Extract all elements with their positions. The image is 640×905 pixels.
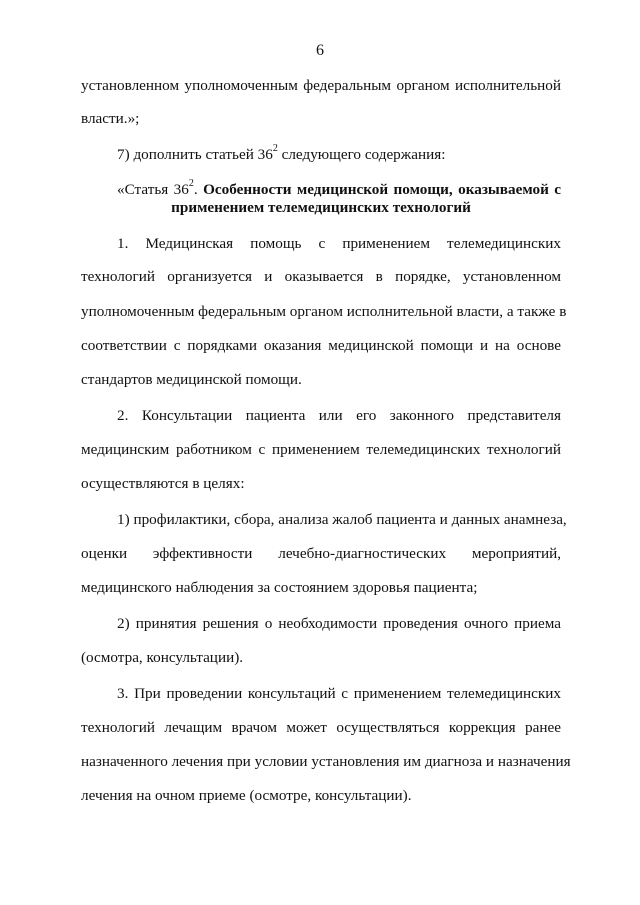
paragraph-line: технологий лечащим врачом может осуществляться коррекция ранее <box>81 719 561 736</box>
paragraph-line: оценки эффективности лечебно-диагностических мероприятий, <box>81 545 561 562</box>
paragraph-line: осуществляются в целях: <box>81 475 245 492</box>
paragraph-line: медицинского наблюдения за состоянием здоровья пациента; <box>81 579 478 596</box>
paragraph-line: медицинским работником с применением телемедицинских технологий <box>81 441 561 458</box>
paragraph-line: власти.»; <box>81 110 140 127</box>
amendment-instruction <box>117 142 446 163</box>
article-title-line-2: применением телемедицинских технологий <box>171 199 471 216</box>
paragraph-line: стандартов медицинской помощи. <box>81 371 302 388</box>
paragraph-line: 1. Медицинская помощь с применением телемедицинских <box>117 235 561 252</box>
superscript: 2 <box>272 142 278 154</box>
paragraph-line: назначенного лечения при условии установления им диагноза и назначения <box>81 753 571 770</box>
superscript: 2 <box>188 177 194 189</box>
paragraph-line: уполномоченным федеральным органом исполнительной власти, а также в <box>81 303 567 320</box>
paragraph-line: 2) принятия решения о необходимости проведения очного приема <box>117 615 561 632</box>
paragraph-line: лечения на очном приеме (осмотре, консультации). <box>81 787 412 804</box>
paragraph-line: установленном уполномоченным федеральным органом исполнительной <box>81 77 561 94</box>
article-label: «Статья 36 <box>117 181 189 198</box>
paragraph-line: 1) профилактики, сбора, анализа жалоб пациента и данных анамнеза, <box>117 511 567 528</box>
paragraph-line: (осмотра, консультации). <box>81 649 244 666</box>
article-label-dot: . <box>193 181 198 198</box>
instruction-text-prefix: 7) дополнить статьей 36 <box>117 146 273 163</box>
paragraph-line: 2. Консультации пациента или его законного представителя <box>117 407 561 424</box>
article-title-line-1 <box>117 177 561 198</box>
article-heading: Особенности медицинской помощи, оказываемой с <box>203 181 561 198</box>
page-number: 6 <box>316 42 324 59</box>
paragraph-line: технологий организуется и оказывается в порядке, установленном <box>81 268 561 285</box>
paragraph-line: соответствии с порядками оказания медицинской помощи и на основе <box>81 337 561 354</box>
paragraph-line: 3. При проведении консультаций с применением телемедицинских <box>117 685 561 702</box>
instruction-text-suffix: следующего содержания: <box>277 146 446 163</box>
